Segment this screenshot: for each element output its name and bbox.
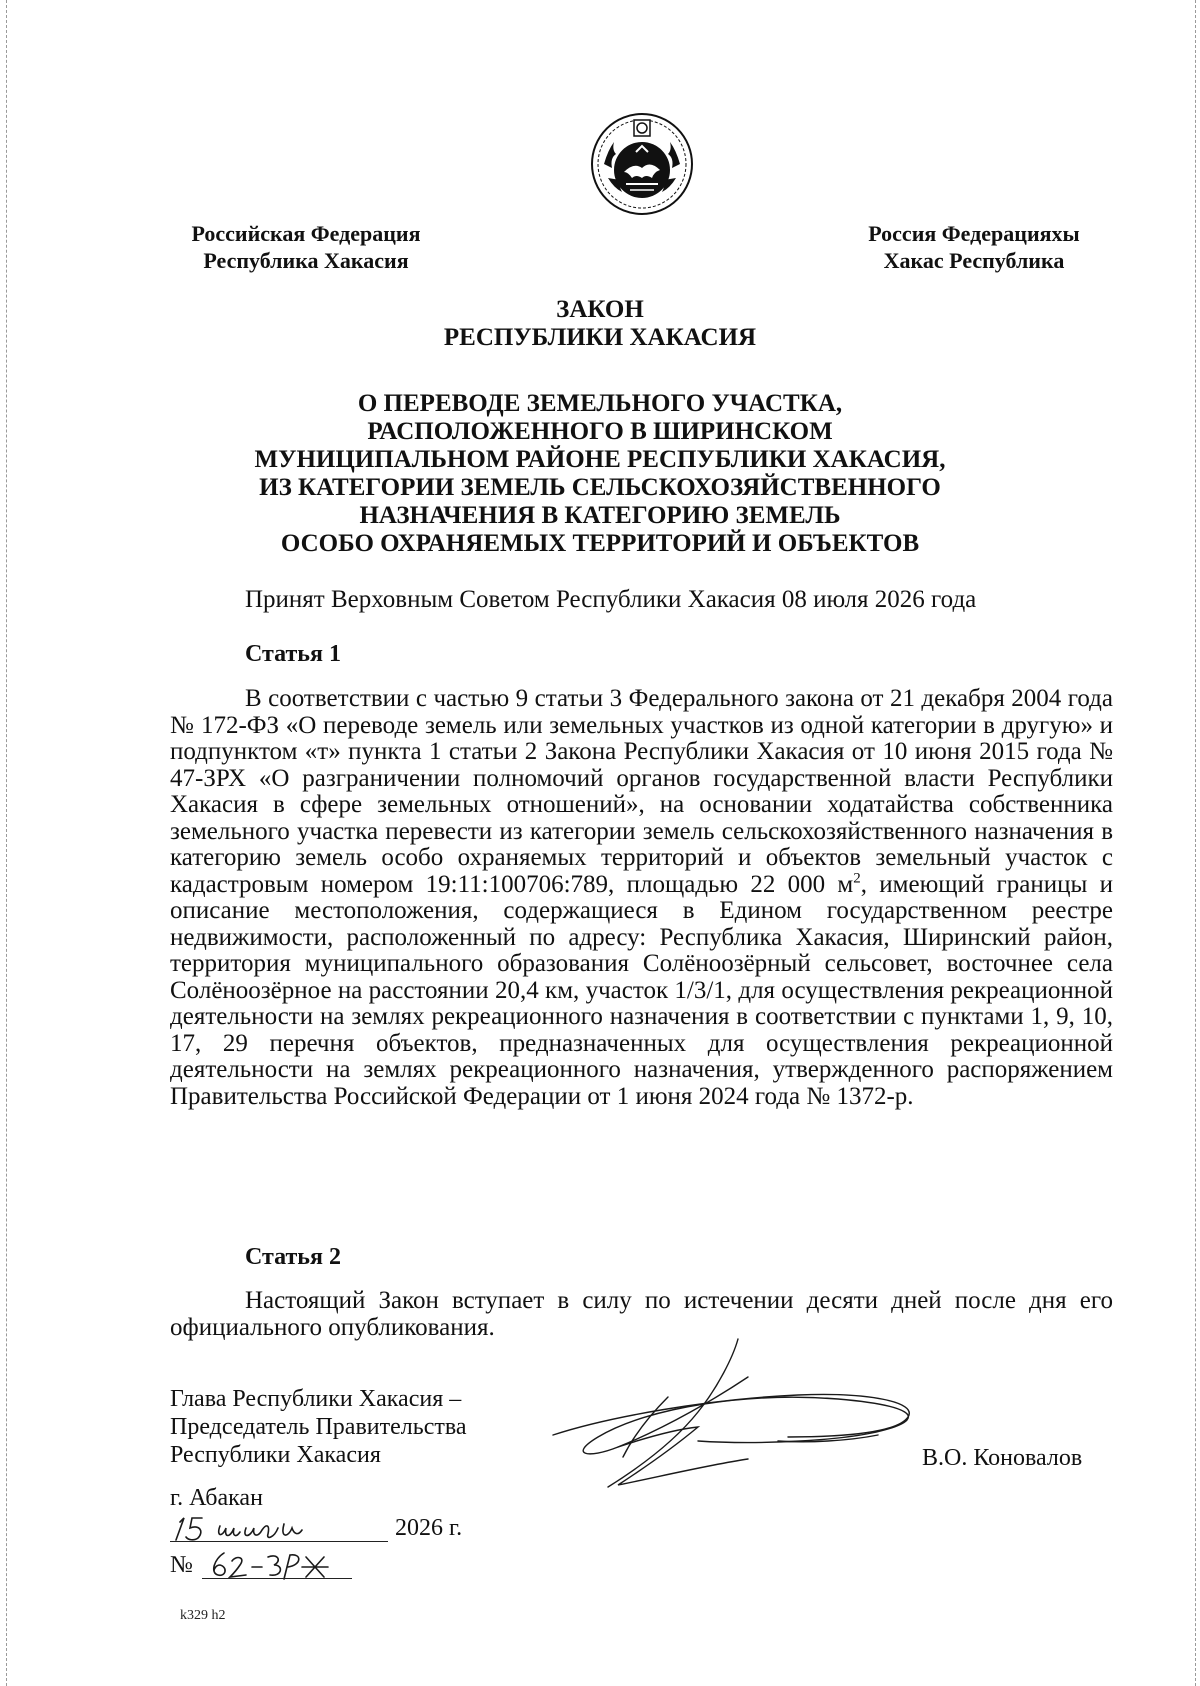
law-name-line: О ПЕРЕВОДЕ ЗЕМЕЛЬНОГО УЧАСТКА, — [357, 390, 843, 417]
law-name-line: ИЗ КАТЕГОРИИ ЗЕМЕЛЬ СЕЛЬСКОХОЗЯЙСТВЕННОГО — [259, 474, 941, 501]
coat-of-arms-emblem — [590, 112, 694, 216]
date-underline — [170, 1541, 388, 1542]
article-1-text-part2: , имеющий границы и описание местоположения, содержащиеся в Едином государственном реестре недвижимости, расположенный по адресу: Республика Хакасия, Ширинский район, территория муниципального образования Солёноозёрный сельсовет, восточнее села Солёноозёрное на расстоянии 20,4 км, участок 1/3/1, для осуществления рекреационной деятельности на землях рекреационного назначения в соответствии с пунктами 1, 9, 10, 17, 29 перечня объектов, предназначенных для осуществления рекреационной деятельности на землях рекреационного назначения, утвержденного распоряжением Правительства Российской Федерации от 1 июня 2024 года № 1372-р. — [170, 870, 1113, 1110]
law-type-line2: РЕСПУБЛИКИ ХАКАСИЯ — [443, 324, 757, 351]
header-left — [170, 220, 442, 274]
signatory-title — [170, 1385, 467, 1469]
date-year: 2026 г. — [395, 1515, 463, 1541]
signatory-title-line1: Глава Республики Хакасия – — [170, 1386, 462, 1412]
law-name-line: МУНИЦИПАЛЬНОМ РАЙОНЕ РЕСПУБЛИКИ ХАКАСИЯ, — [254, 446, 946, 473]
area-unit-superscript: 2 — [853, 870, 861, 887]
signatory-name: В.О. Коновалов — [922, 1445, 1083, 1471]
header-left-line1: Российская Федерация — [191, 221, 421, 246]
article-2-heading: Статья 2 — [245, 1244, 341, 1270]
signatory-title-line2: Председатель Правительства — [170, 1414, 467, 1440]
page-edge-right — [1195, 0, 1196, 1686]
article-1-text — [170, 686, 1113, 1110]
law-name-line: НАЗНАЧЕНИЯ В КАТЕГОРИЮ ЗЕМЕЛЬ — [359, 502, 841, 529]
signing-place: г. Абакан — [170, 1485, 263, 1511]
law-number — [170, 1547, 370, 1583]
article-1-heading: Статья 1 — [245, 641, 341, 667]
law-name-line: ОСОБО ОХРАНЯЕМЫХ ТЕРРИТОРИЙ И ОБЪЕКТОВ — [280, 530, 920, 557]
law-name-title — [0, 390, 1200, 558]
handwritten-signature — [548, 1337, 928, 1492]
article-1-text-part1: В соответствии с частью 9 статьи 3 Федерального закона от 21 декабря 2004 года № 172-ФЗ «О переводе земель или земельных участков из одной категории в другую» и подпунктом «т» пункта 1 статьи 2 Закона Республики Хакасия от 10 июня 2015 года № 47-ЗРХ «О разграничении полномочий органов государственной власти Республики Хакасия в сфере земельных отношений», на основании ходатайства собственника земельного участка перевести из категории земель сельскохозяйственного назначения в категорию земель особо охраняемых территорий и объектов земельный участок с кадастровым номером 19:11:100706:789, площадью 22 000 м — [170, 685, 1113, 898]
number-underline — [202, 1578, 352, 1579]
signing-date — [170, 1510, 500, 1546]
law-name-line: РАСПОЛОЖЕННОГО В ШИРИНСКОМ — [367, 418, 833, 445]
adoption-note: Принят Верховным Советом Республики Хакасия 08 июля 2026 года — [245, 586, 977, 613]
article-2-text: Настоящий Закон вступает в силу по истечении десяти дней после дня его официального опубликования. — [170, 1287, 1113, 1341]
law-type-title — [0, 296, 1200, 352]
document-code: k329 h2 — [180, 1608, 226, 1623]
header-right-line2: Хакас Республика — [883, 248, 1065, 273]
page-edge-left — [6, 0, 7, 1686]
header-right-line1: Россия Федерацияхы — [868, 221, 1080, 246]
signatory-title-line3: Республики Хакасия — [170, 1442, 381, 1468]
header-left-line2: Республика Хакасия — [203, 248, 409, 273]
number-sign: № — [170, 1552, 193, 1578]
law-type-line1: ЗАКОН — [556, 296, 644, 323]
header-right — [850, 220, 1098, 274]
